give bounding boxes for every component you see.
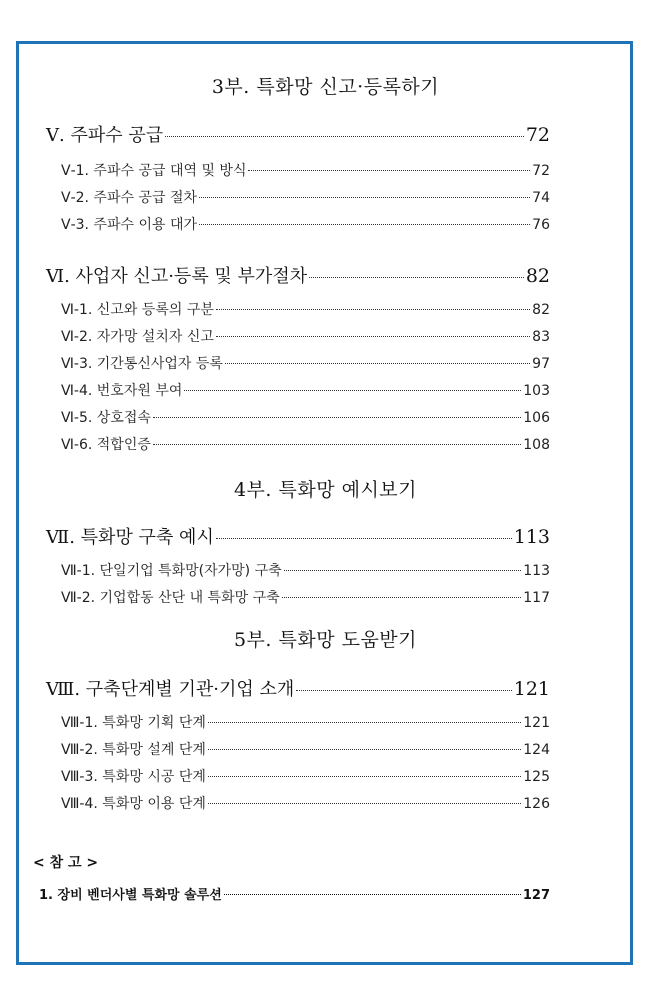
leader-dots	[165, 136, 524, 137]
toc-page-number: 82	[525, 265, 550, 287]
toc-item-label: Ⅴ-3. 주파수 이용 대가	[61, 217, 198, 233]
toc-page-number: 113	[523, 563, 550, 579]
leader-dots	[216, 309, 530, 310]
leader-dots	[225, 363, 530, 364]
toc-page-number: 113	[513, 526, 550, 548]
toc-item-label: Ⅶ-1. 단일기업 특화망(자가망) 구축	[61, 563, 282, 579]
toc-item[interactable]	[61, 793, 550, 813]
toc-chapter[interactable]	[46, 121, 550, 147]
leader-dots	[208, 749, 521, 750]
toc-chapter-label: Ⅴ. 주파수 공급	[46, 125, 164, 146]
leader-dots	[296, 690, 512, 691]
toc-page-number: 97	[532, 356, 550, 372]
toc-item[interactable]	[61, 380, 550, 400]
toc-page-number: 72	[532, 163, 550, 179]
toc-item[interactable]	[61, 353, 550, 373]
leader-dots	[208, 776, 521, 777]
toc-item[interactable]	[61, 587, 550, 607]
toc-item[interactable]	[61, 434, 550, 454]
toc-item-label: Ⅷ-1. 특화망 기획 단계	[61, 715, 206, 731]
part-title: 5부. 특화망 도움받기	[233, 629, 418, 651]
toc-page-number: 76	[532, 217, 550, 233]
toc-item-label: Ⅵ-6. 적합인증	[61, 437, 151, 453]
leader-dots	[224, 894, 521, 895]
toc-item[interactable]	[61, 187, 550, 207]
toc-chapter-label: Ⅵ. 사업자 신고·등록 및 부가절차	[46, 266, 308, 287]
leader-dots	[208, 803, 521, 804]
leader-dots	[216, 336, 530, 337]
toc-page-number: 83	[532, 329, 550, 345]
toc-page-number: 117	[523, 590, 550, 606]
toc-item[interactable]	[61, 560, 550, 580]
toc-item[interactable]	[61, 299, 550, 319]
toc-item-label: 1. 장비 벤더사별 특화망 솔루션	[39, 888, 222, 903]
toc-page-number: 72	[525, 124, 550, 146]
toc-chapter-label: Ⅷ. 구축단계별 기관·기업 소개	[46, 679, 295, 700]
toc-item[interactable]	[61, 407, 550, 427]
toc-item-label: Ⅵ-1. 신고와 등록의 구분	[61, 302, 214, 318]
toc-item-label: Ⅵ-3. 기간통신사업자 등록	[61, 356, 223, 372]
leader-dots	[284, 570, 522, 571]
toc-item-label: Ⅶ-2. 기업합동 산단 내 특화망 구축	[61, 590, 280, 606]
toc-item[interactable]	[61, 739, 550, 759]
part-title: 3부. 특화망 신고·등록하기	[211, 76, 440, 98]
leader-dots	[208, 722, 521, 723]
toc-item-label: Ⅷ-4. 특화망 이용 단계	[61, 796, 206, 812]
toc-item[interactable]	[61, 160, 550, 180]
toc-page-number: 82	[532, 302, 550, 318]
toc-chapter[interactable]	[46, 262, 550, 288]
toc-item-label: Ⅷ-3. 특화망 시공 단계	[61, 769, 206, 785]
leader-dots	[282, 597, 522, 598]
toc-page-number: 121	[513, 678, 550, 700]
toc-page-number: 125	[523, 769, 550, 785]
leader-dots	[248, 170, 530, 171]
toc-item-label: Ⅵ-5. 상호접속	[61, 410, 151, 426]
toc-item-label: Ⅴ-2. 주파수 공급 절차	[61, 190, 198, 206]
toc-page-number: 74	[532, 190, 550, 206]
toc-page-number: 103	[523, 383, 550, 399]
toc-item-label: Ⅷ-2. 특화망 설계 단계	[61, 742, 206, 758]
toc-chapter-label: Ⅶ. 특화망 구축 예시	[46, 527, 214, 548]
leader-dots	[153, 444, 521, 445]
toc-item[interactable]	[61, 214, 550, 234]
toc-item[interactable]	[39, 884, 550, 903]
toc-page-number: 121	[523, 715, 550, 731]
leader-dots	[199, 197, 530, 198]
toc-item[interactable]	[61, 766, 550, 786]
toc-chapter[interactable]	[46, 523, 550, 549]
toc-page-number: 126	[523, 796, 550, 812]
toc-page-number: 106	[523, 410, 550, 426]
toc-item-label: Ⅵ-4. 번호자원 부여	[61, 383, 183, 399]
leader-dots	[309, 277, 524, 278]
toc-item-label: Ⅵ-2. 자가망 설치자 신고	[61, 329, 214, 345]
toc-item-label: Ⅴ-1. 주파수 공급 대역 및 방식	[61, 163, 247, 179]
toc-page-number: 124	[523, 742, 550, 758]
reference-heading: < 참 고 >	[33, 855, 99, 871]
part-title: 4부. 특화망 예시보기	[233, 479, 418, 501]
toc-item[interactable]	[61, 326, 550, 346]
leader-dots	[184, 390, 521, 391]
toc-page-number: 127	[522, 888, 550, 903]
toc-page-number: 108	[523, 437, 550, 453]
toc-chapter[interactable]	[46, 675, 550, 701]
toc-item[interactable]	[61, 712, 550, 732]
leader-dots	[153, 417, 521, 418]
leader-dots	[199, 224, 530, 225]
leader-dots	[216, 538, 512, 539]
